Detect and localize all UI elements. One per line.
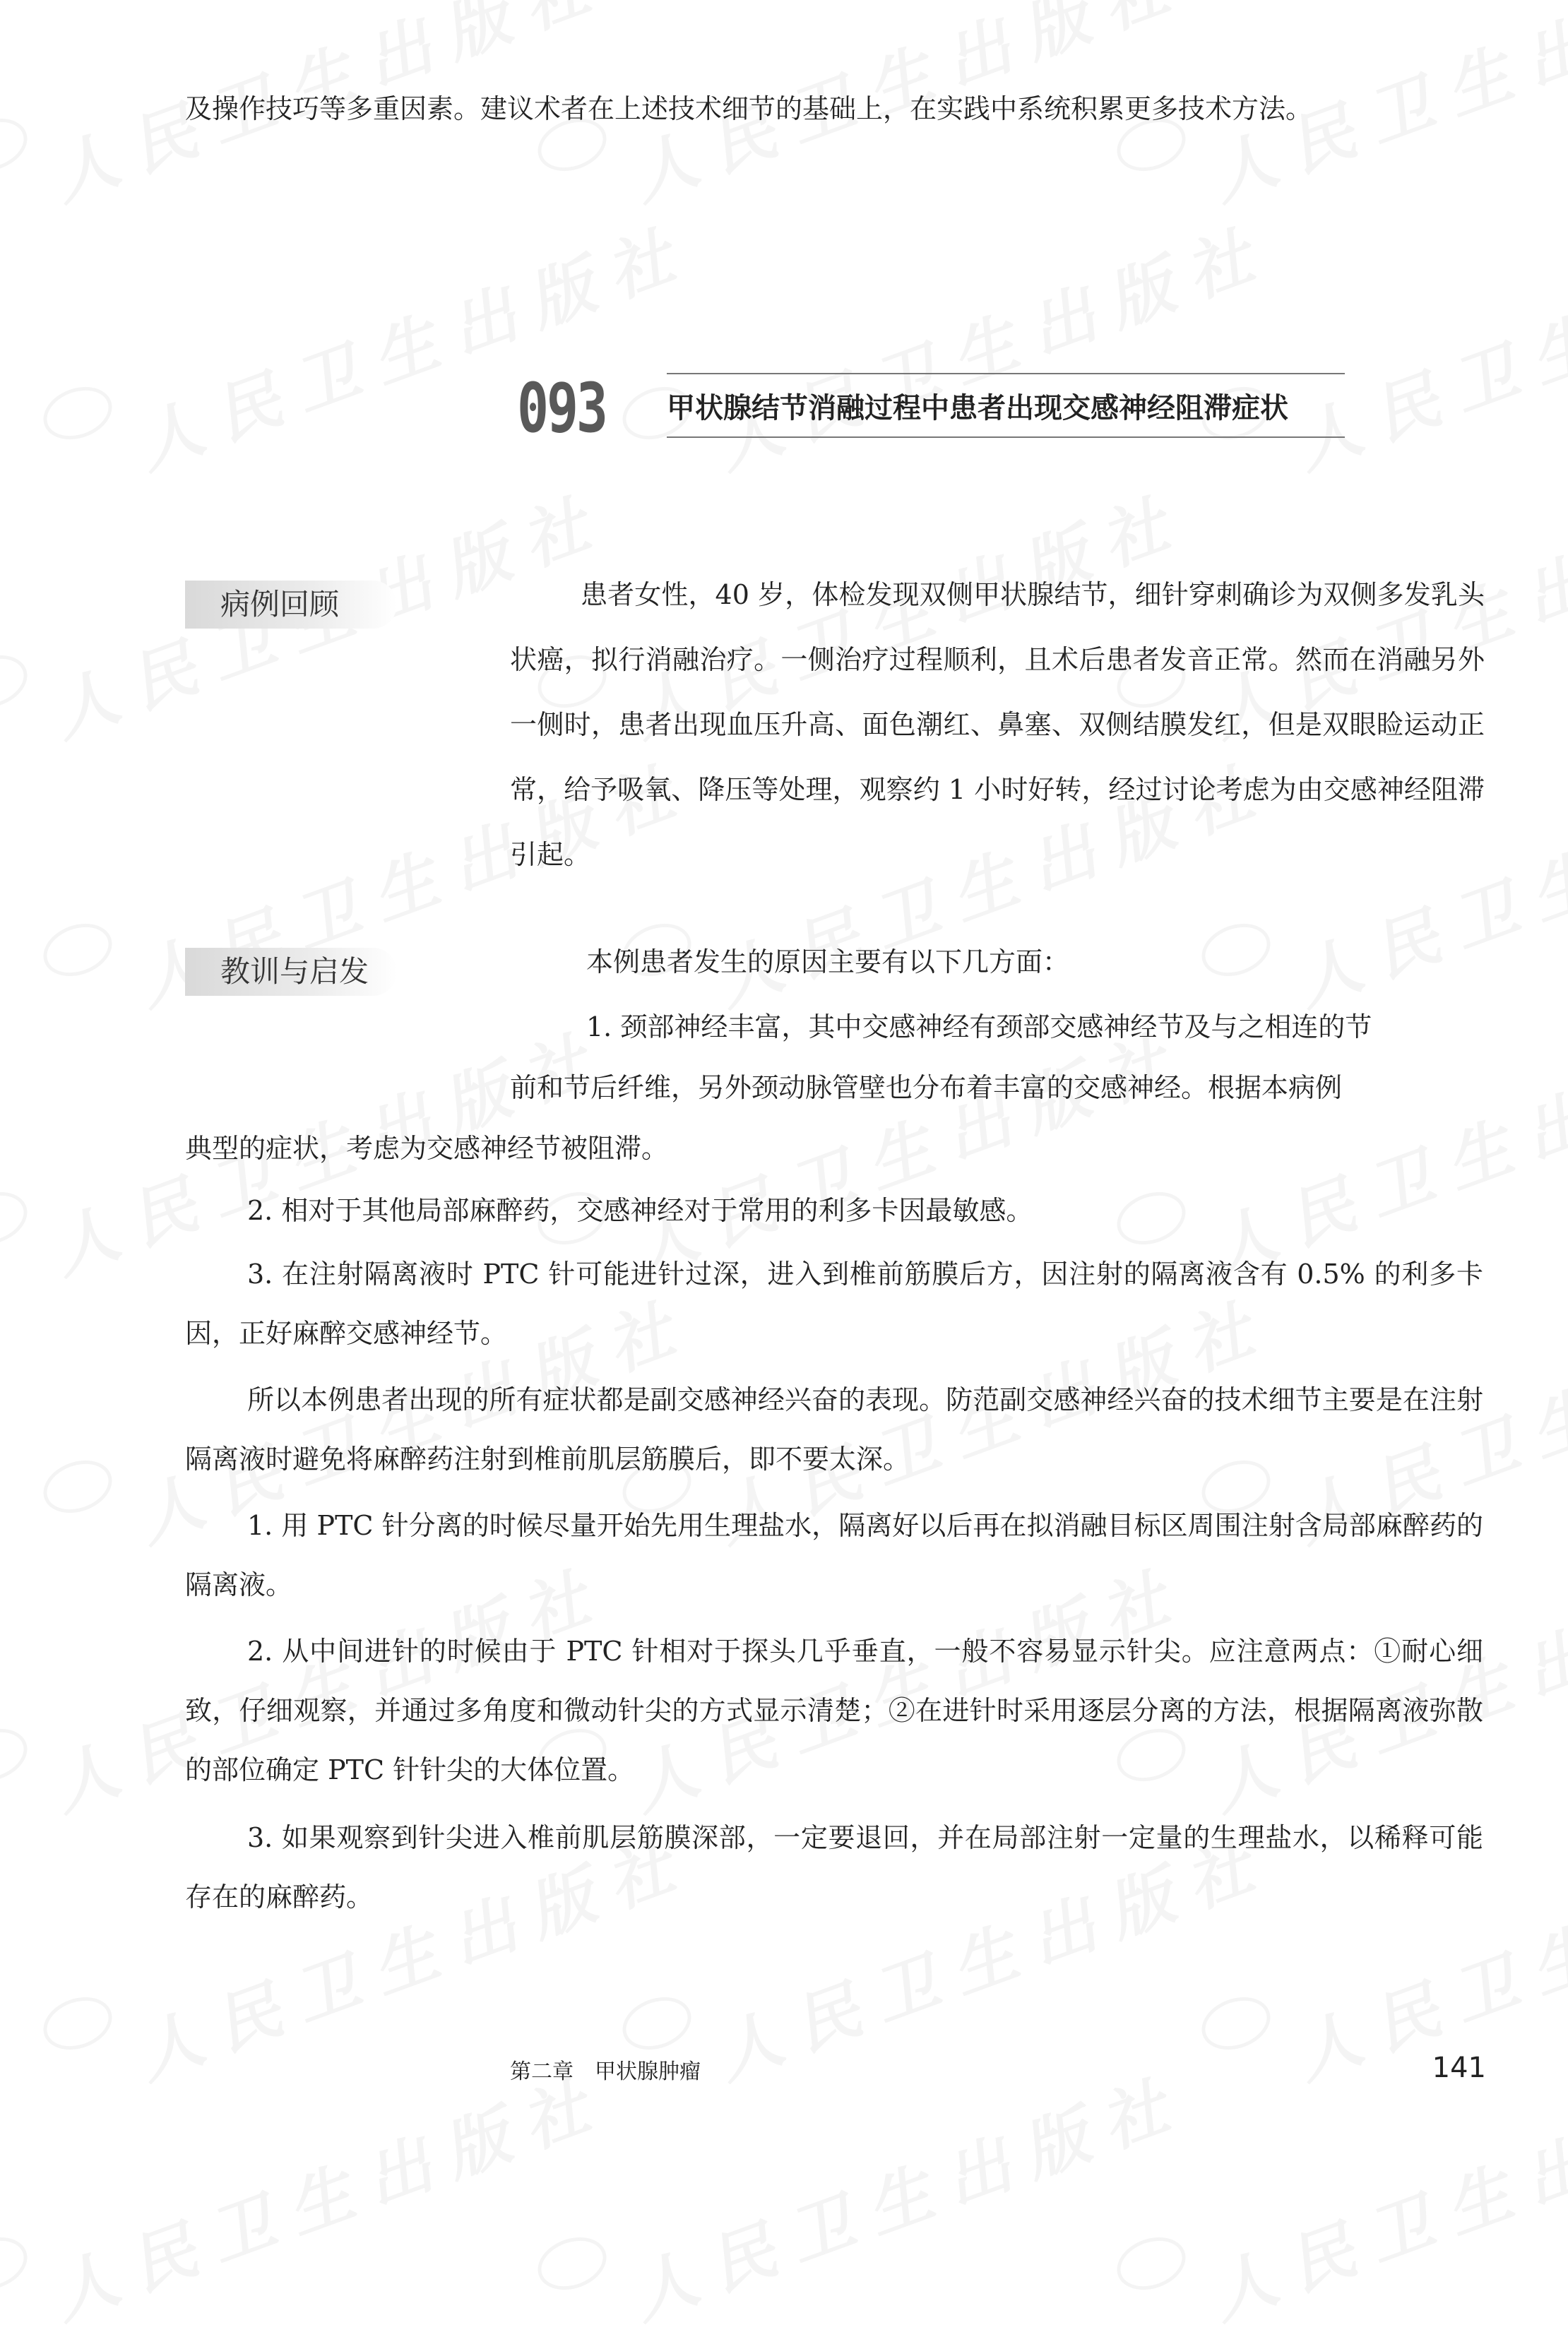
watermark-text bbox=[121, 200, 701, 487]
intro-paragraph: 及操作技巧等多重因素。建议术者在上述技术细节的基础上，在实践中系统积累更多技术方法。 bbox=[185, 93, 1313, 124]
lessons-point-1-line-3: 典型的症状，考虑为交感神经节被阻滞。 bbox=[185, 1133, 669, 1164]
watermark-logo bbox=[1110, 2228, 1193, 2299]
watermark-logo bbox=[1194, 1988, 1278, 2059]
page-number: 141 bbox=[1432, 2052, 1486, 2084]
watermark-text bbox=[37, 2050, 617, 2337]
watermark-logo bbox=[530, 2228, 614, 2299]
lessons-point-2: 2. 相对于其他局部麻醉药，交感神经对于常用的利多卡因最敏感。 bbox=[247, 1195, 1033, 1226]
lessons-point-1-line-2: 前和节后纤维，另外颈动脉管壁也分布着丰富的交感神经。根据本病例 bbox=[510, 1072, 1343, 1103]
case-review-label: 病例回顾 bbox=[185, 581, 397, 629]
watermark-logo bbox=[0, 1720, 35, 1790]
watermark-logo bbox=[36, 1451, 119, 1522]
watermark-logo bbox=[615, 1988, 699, 2059]
lessons-point-3: 3. 在注射隔离液时 PTC 针可能进针过深，进入到椎前筋膜后方，因注射的隔离液含有 0.5% 的利多卡因，正好麻醉交感神经节。 bbox=[185, 1259, 1483, 1349]
prevention-point-1: 1. 用 PTC 针分离的时候尽量开始先用生理盐水，隔离好以后再在拟消融目标区周围注射含局部麻醉药的隔离液。 bbox=[185, 1510, 1483, 1600]
watermark-text bbox=[616, 2050, 1196, 2337]
title-rule-bottom bbox=[667, 436, 1345, 438]
prevention-point-2: 2. 从中间进针的时候由于 PTC 针相对于探头几乎垂直，一般不容易显示针尖。应注意两点：①耐心细致，仔细观察，并通过多角度和微动针尖的方式显示清楚；②在进针时采用逐层分离的方法，根据隔离液弥散的部位确定 PTC 针针尖的大体位置。 bbox=[185, 1636, 1483, 1785]
lessons-point-1-line-1: 1. 颈部神经丰富，其中交感神经有颈部交感神经节及与之相连的节 bbox=[586, 1011, 1372, 1042]
watermark-logo bbox=[0, 2228, 35, 2299]
prevention-point-3: 3. 如果观察到针尖进入椎前肌层筋膜深部，一定要退回，并在局部注射一定量的生理盐水，以稀释可能存在的麻醉药。 bbox=[185, 1822, 1483, 1913]
section-number: 093 bbox=[517, 369, 606, 448]
title-rule-top bbox=[667, 373, 1345, 374]
lessons-summary: 所以本例患者出现的所有症状都是副交感神经兴奋的表现。防范副交感神经兴奋的技术细节主要是在注射隔离液时避免将麻醉药注射到椎前肌层筋膜后，即不要太深。 bbox=[185, 1384, 1483, 1475]
watermark-logo bbox=[0, 646, 35, 717]
watermark-logo bbox=[36, 915, 119, 985]
watermark-text bbox=[701, 200, 1281, 487]
watermark-logo bbox=[0, 109, 35, 180]
case-review-text: 患者女性，40 岁，体检发现双侧甲状腺结节，细针穿刺确诊为双侧多发乳头状癌，拟行消融治疗。一侧治疗过程顺利，且术后患者发音正常。然而在消融另外一侧时，患者出现血压升高、面色潮红、鼻塞、双侧结膜发红，但是双眼睑运动正常，给予吸氧、降压等处理，观察约 1 小时好转，经过讨论考虑为由交感神经阻滞引起。 bbox=[510, 579, 1485, 870]
watermark-text bbox=[1195, 2050, 1568, 2337]
lessons-label: 教训与启发 bbox=[185, 948, 397, 996]
watermark-logo bbox=[0, 1183, 35, 1254]
footer-chapter: 第二章 甲状腺肿瘤 bbox=[510, 2059, 701, 2084]
watermark-logo bbox=[36, 378, 119, 448]
lessons-lead: 本例患者发生的原因主要有以下几方面： bbox=[586, 946, 1070, 977]
section-title: 甲状腺结节消融过程中患者出现交感神经阻滞症状 bbox=[667, 392, 1288, 424]
watermark-logo bbox=[36, 1988, 119, 2059]
watermark-text bbox=[1280, 200, 1568, 487]
